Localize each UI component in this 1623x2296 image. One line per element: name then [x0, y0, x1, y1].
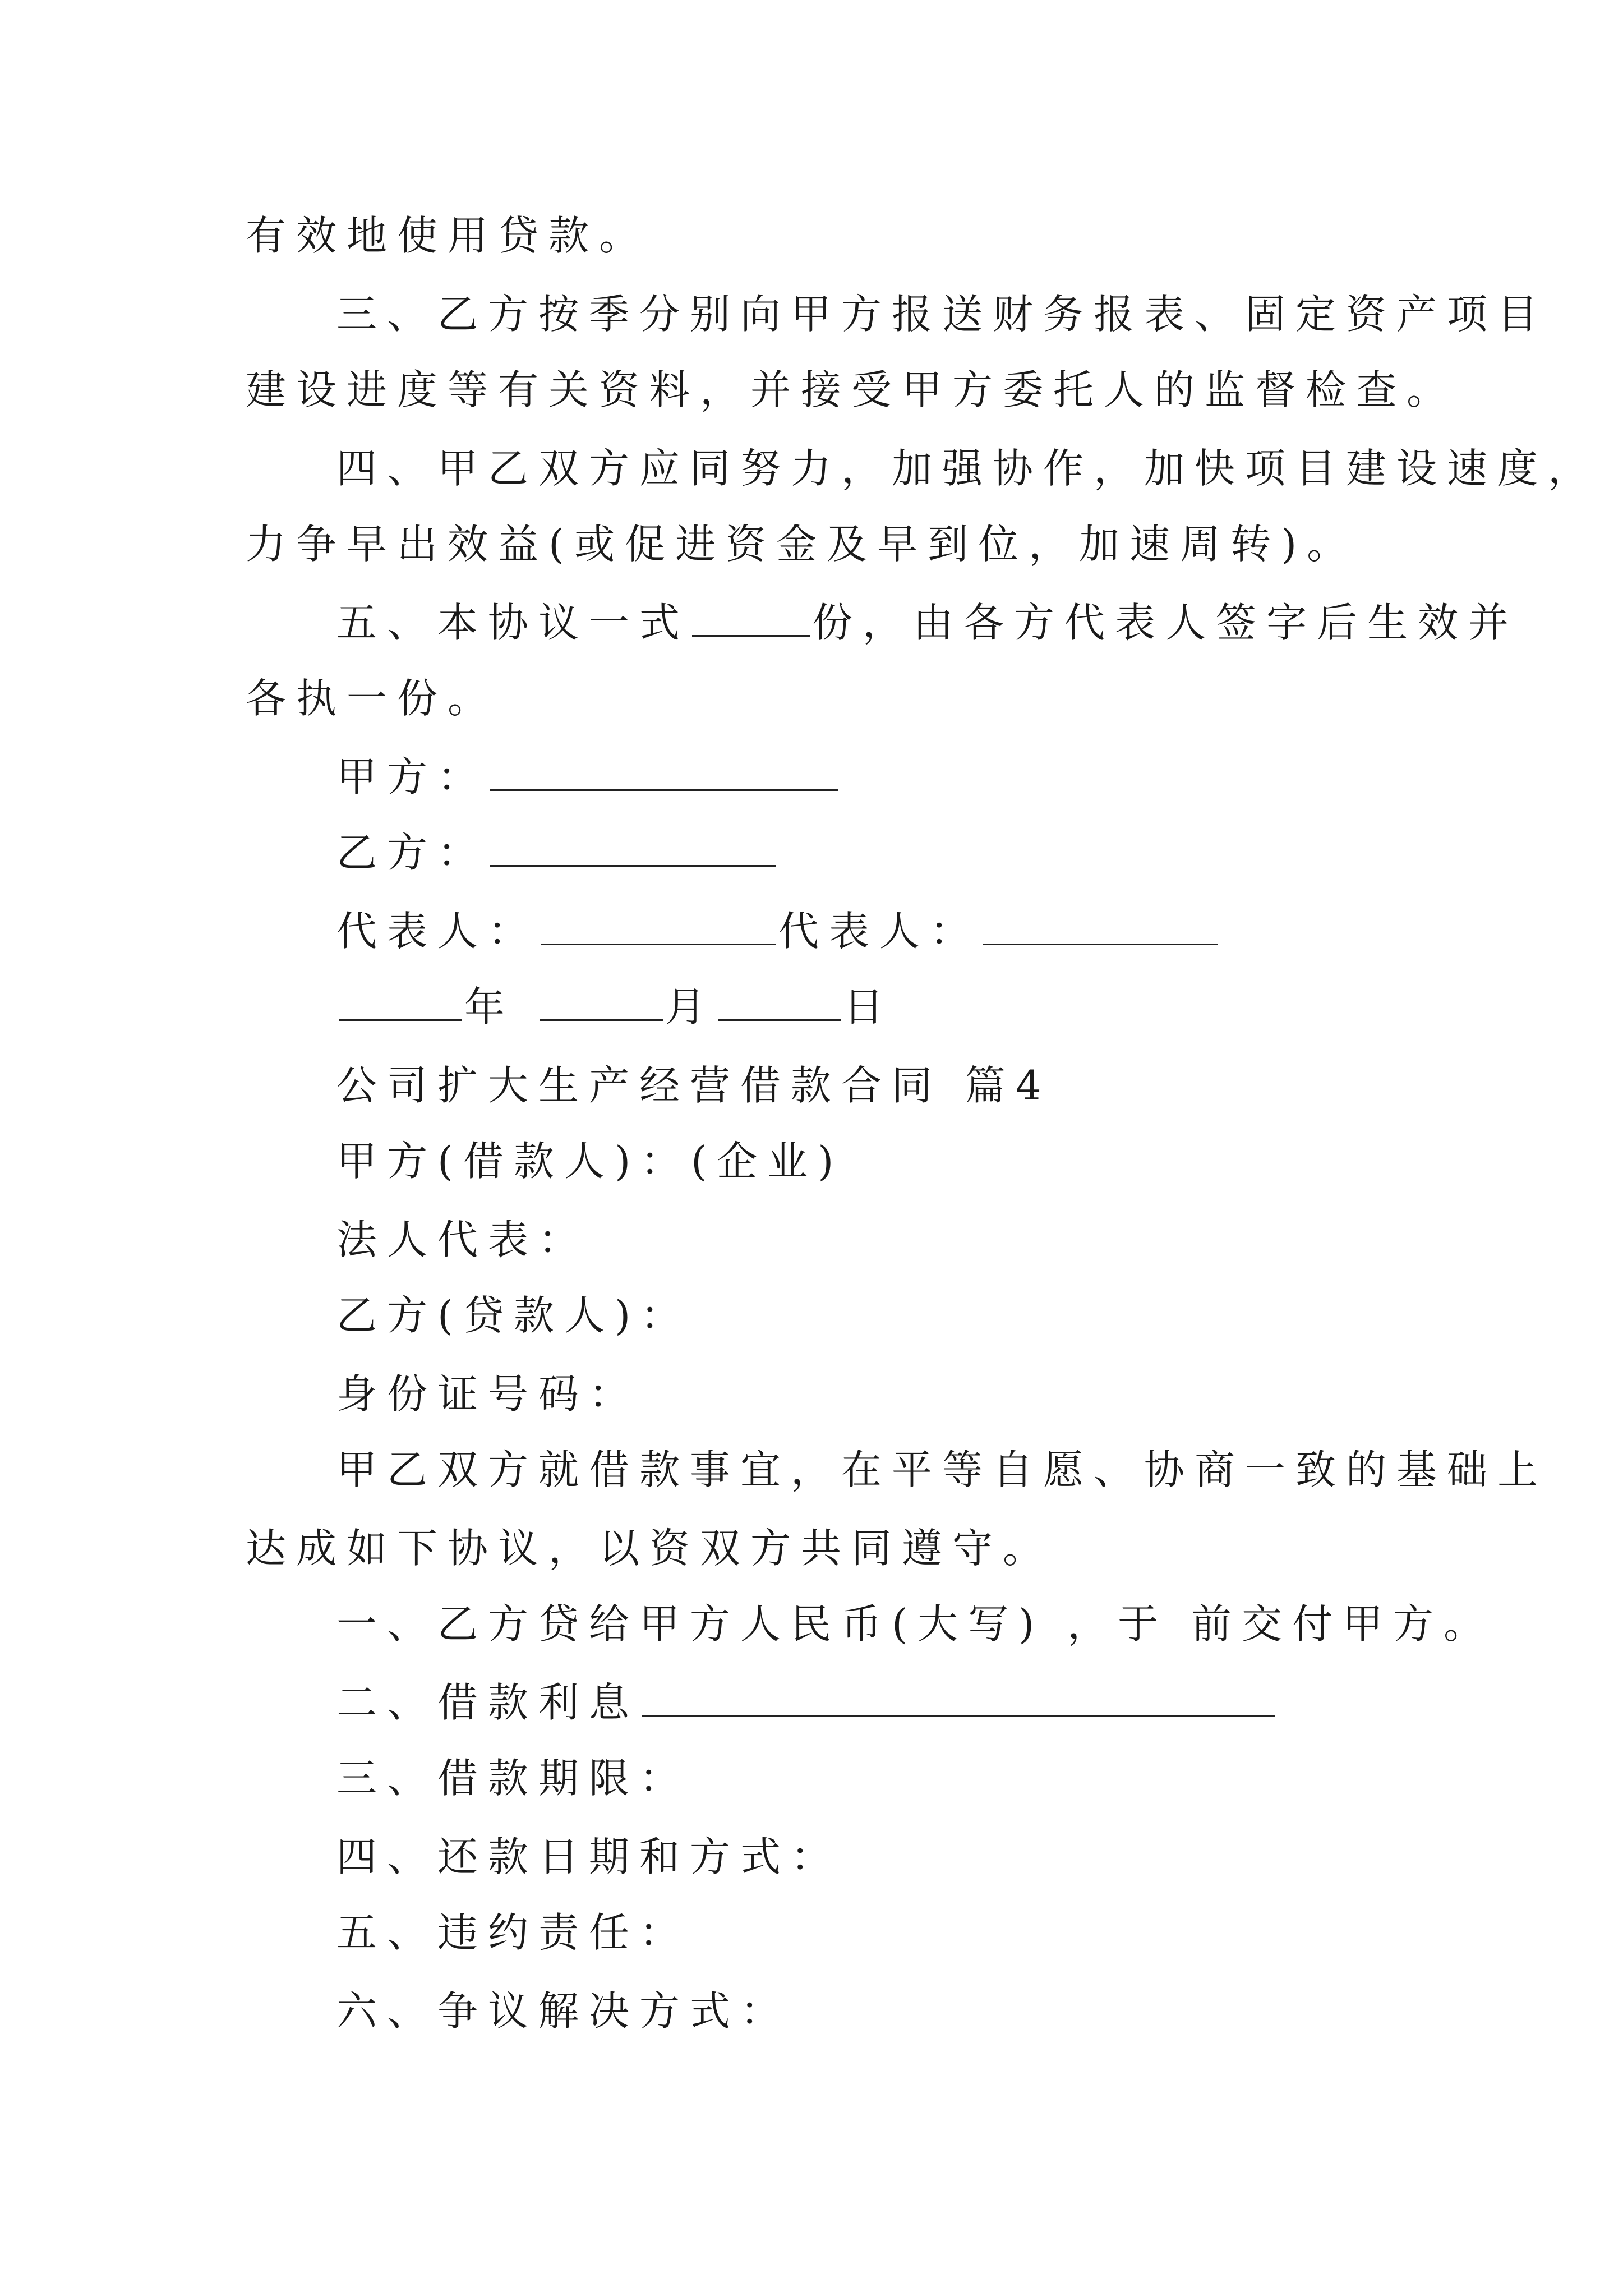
text-line [336, 1444, 1548, 1495]
text-line [246, 519, 1357, 569]
line-text: 六、争议解决方式： [336, 1987, 791, 2035]
line-text: 五、违约责任： [336, 1909, 690, 1956]
month-label: 月 [665, 983, 716, 1030]
signature-line-party-b [336, 827, 778, 878]
party-a-blank [490, 756, 838, 791]
line-text: 身份证号码： [336, 1370, 640, 1418]
line-text: 建设进度等有关资料，并接受甲方委托人的监督检查。 [246, 366, 1458, 413]
line-text: 乙方(贷款人)： [336, 1292, 691, 1339]
day-blank [718, 986, 841, 1021]
interest-blank [642, 1681, 1275, 1717]
section-heading [336, 1060, 1052, 1111]
text-line [336, 1986, 791, 2036]
text-line [336, 1136, 843, 1186]
year-label: 年 [464, 983, 515, 1030]
line-text: 法人代表： [336, 1216, 589, 1263]
copies-blank [692, 601, 810, 637]
representative-a-blank [541, 910, 776, 945]
text-line [336, 1677, 1278, 1728]
text-line [336, 443, 1598, 494]
line-text: 甲方(借款人)：(企业) [336, 1138, 844, 1185]
line-text: 有效地使用贷款。 [246, 212, 650, 259]
representative-label: 代表人： [336, 908, 539, 955]
text-line [336, 1290, 691, 1341]
line-text: 甲乙双方就借款事宜，在平等自愿、协商一致的基础上 [336, 1446, 1548, 1493]
text-line [336, 597, 1519, 648]
text-line [246, 365, 1457, 415]
text-line [336, 1214, 589, 1265]
text-line [336, 1599, 1494, 1649]
date-line [336, 982, 894, 1032]
line-text: 二、借款利息 [336, 1679, 640, 1726]
line-text: 四、甲乙双方应同努力，加强协作，加快项目建设速度， [336, 445, 1599, 492]
month-blank [540, 986, 663, 1021]
text-line [246, 210, 649, 261]
text-line [336, 289, 1548, 339]
line-text: 三、乙方按季分别向甲方报送财务报表、固定资产项目 [336, 291, 1548, 338]
line-text: 三、借款期限： [336, 1755, 690, 1802]
representative-b-blank [983, 910, 1218, 945]
text-line [336, 1753, 690, 1803]
party-b-blank [490, 831, 776, 867]
year-blank [339, 986, 462, 1021]
heading-text: 公司扩大生产经营借款合同 篇4 [336, 1062, 1052, 1109]
line-text: 达成如下协议，以资双方共同遵守。 [246, 1525, 1054, 1572]
day-label: 日 [843, 983, 895, 1030]
line-text: 力争早出效益(或促进资金及早到位，加速周转)。 [246, 521, 1358, 568]
text-line [246, 1523, 1053, 1573]
party-b-label: 乙方： [336, 829, 488, 876]
text-line [246, 673, 498, 724]
line-text: 各执一份。 [246, 675, 499, 722]
party-a-label: 甲方： [336, 753, 488, 800]
text-line [336, 1369, 639, 1419]
line-text: 份，由各方代表人签字后生效并 [812, 599, 1519, 646]
line-text: 五、本协议一式 [336, 599, 690, 646]
text-line [336, 1832, 841, 1882]
text-line [336, 1907, 690, 1958]
line-text: 四、还款日期和方式： [336, 1833, 842, 1880]
line-text: 一、乙方贷给甲方人民币(大写) ，于 前交付甲方。 [336, 1600, 1494, 1648]
representative-label: 代表人： [778, 908, 981, 955]
representatives-line [336, 906, 1220, 956]
signature-line-party-a [336, 752, 840, 802]
